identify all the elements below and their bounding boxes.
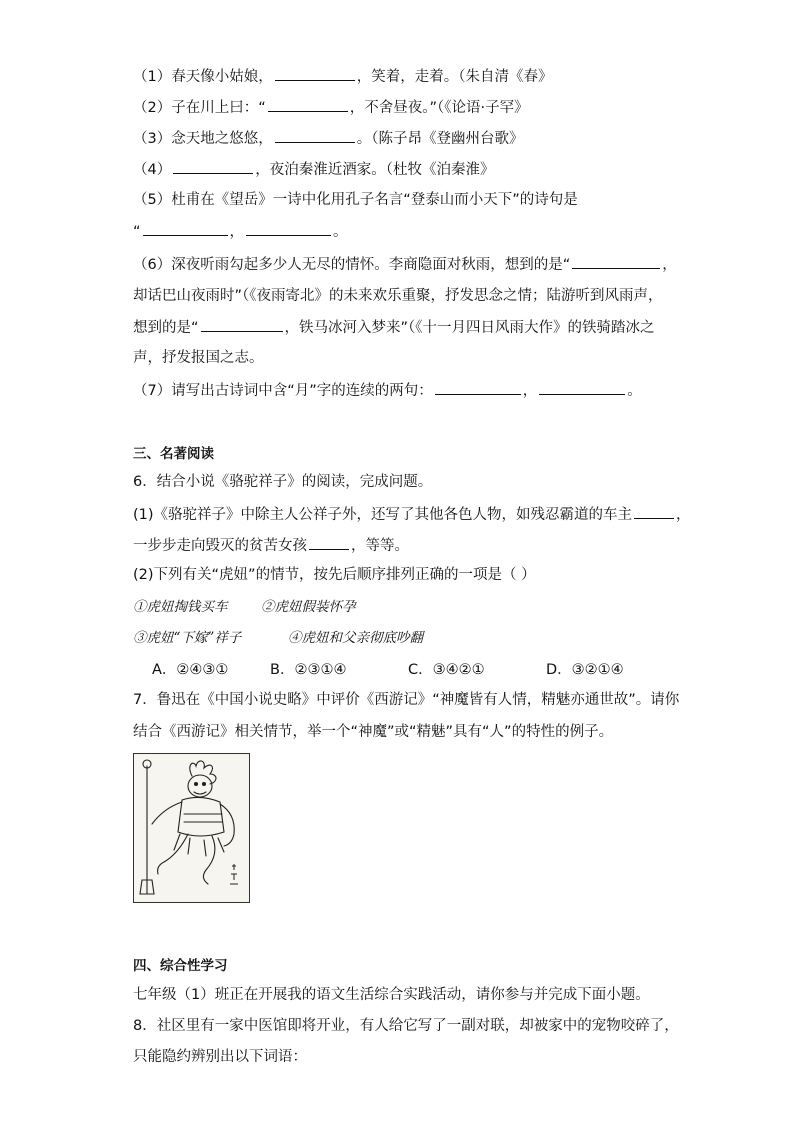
section-3-title: 三、名著阅读 [133, 446, 214, 462]
question-8-line1: 8．社区里有一家中医馆即将开业，有人给它写了一副对联，却被家中的宠物咬碎了， [133, 1018, 679, 1034]
question-5-6-line2: 却话巴山夜雨时”（《夜雨寄北》的未来欢乐重聚，抒发思念之情；陆游听到风雨声， [133, 288, 663, 304]
question-7-line1: 7．鲁迅在《中国小说史略》中评价《西游记》“神魔皆有人情，精魅亦通世故”。请你 [133, 692, 680, 708]
answer-blank[interactable] [201, 317, 283, 332]
demon-drawing-icon [134, 754, 249, 902]
section-4-intro: 七年级（1）班正在开展我的语文生活综合实践活动，请你参与并完成下面小题。 [133, 987, 650, 1003]
option-c[interactable]: C．③④②① [408, 662, 485, 678]
question-6-intro: 6．结合小说《骆驼祥子》的阅读，完成问题。 [133, 474, 433, 490]
answer-blank[interactable] [275, 128, 355, 143]
option-a[interactable]: A．②④③① [152, 662, 229, 678]
question-5-2: （2）子在川上曰：“ ，不舍昼夜。”（《论语·子罕》 [133, 97, 529, 118]
answer-blank[interactable] [246, 221, 331, 236]
question-5-6-line4: 声，抒发报国之志。 [133, 350, 264, 366]
question-7-line2: 结合《西游记》相关情节，举一个“神魔”或“精魅”具有“人”的特性的例子。 [133, 724, 614, 740]
answer-blank[interactable] [268, 97, 348, 112]
answer-blank[interactable] [572, 254, 660, 269]
answer-blank[interactable] [435, 380, 521, 395]
option-d[interactable]: D．③②①④ [546, 662, 624, 678]
question-8-line2: 只能隐约辨别出以下词语： [133, 1049, 307, 1065]
plot-items-row2: ③虎妞“下嫁”祥子 ④虎妞和父亲彻底吵翻 [133, 630, 423, 646]
option-b[interactable]: B．②③①④ [270, 662, 347, 678]
demon-illustration [133, 753, 250, 903]
answer-blank[interactable] [275, 66, 355, 81]
question-5-5-line2: “ ， 。 [133, 221, 348, 242]
choice-options [152, 660, 624, 680]
question-6-1-line1: (1)《骆驼祥子》中除主人公祥子外，还写了其他各色人物，如残忍霸道的车主 ， [133, 504, 691, 525]
question-5-4: （4） ，夜泊秦淮近酒家。（杜牧《泊秦淮》 [133, 159, 494, 180]
question-5-5-line1: （5）杜甫在《望岳》一诗中化用孔子名言“登泰山而小天下”的诗句是 [133, 192, 578, 208]
question-5-1: （1）春天像小姑娘， ，笑着，走着。（朱自清《春》 [133, 66, 552, 87]
section-4-title: 四、综合性学习 [133, 958, 228, 974]
question-5-6-line1: （6）深夜听雨勾起多少人无尽的情怀。李商隐面对秋雨，想到的是“ ， [133, 254, 677, 275]
question-5-3: （3）念天地之悠悠， 。（陈子昂《登幽州台歌》 [133, 128, 523, 149]
answer-blank[interactable] [143, 221, 228, 236]
answer-blank[interactable] [539, 380, 625, 395]
answer-blank[interactable] [173, 159, 253, 174]
question-6-1-line2: 一步步走向毁灭的贫苦女孩 ，等等。 [133, 535, 409, 556]
question-6-2: (2)下列有关“虎妞”的情节，按先后顺序排列正确的一项是（ ） [133, 567, 536, 583]
answer-blank[interactable] [634, 504, 674, 519]
question-5-6-line3: 想到的是“ ，铁马冰河入梦来”（《十一月四日风雨大作》的铁骑踏冰之 [133, 317, 655, 338]
question-5-7: （7）请写出古诗词中含“月”字的连续的两句： ， 。 [133, 380, 642, 401]
plot-items-row1: ①虎妞掏钱买车 ②虎妞假装怀孕 [133, 599, 356, 615]
answer-blank[interactable] [309, 535, 349, 550]
